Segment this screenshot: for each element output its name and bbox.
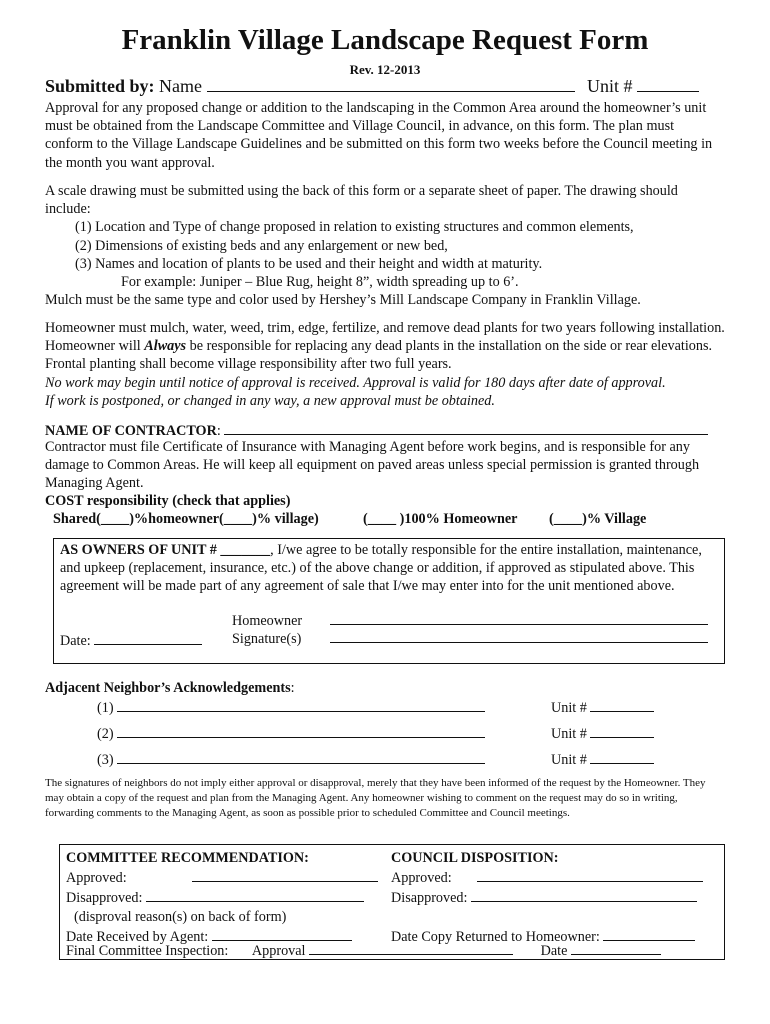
neighbor-unit [551, 697, 654, 717]
committee-approved-label: Approved: [66, 870, 127, 887]
neighbor-signature-field[interactable] [117, 697, 485, 712]
cost-homeowner-option[interactable]: (____ )100% Homeowner [363, 511, 518, 527]
council-disapproved-row [391, 887, 716, 907]
date-returned-row [391, 926, 716, 946]
intro-paragraph: Approval for any proposed change or addition to the landscaping in the Common Area around the homeowner’s unit must be obtained from the Landscape Committee and Village Council, in advance, on this form. The plan must conform to the Village Landscape Guidelines and be submitted on this form two weeks before the Council meeting in the month you want approval. [45, 100, 713, 171]
form-title: Franklin Village Landscape Request Form [121, 24, 649, 56]
neighbor-number: (1) [97, 700, 114, 716]
cost-village-option[interactable]: (____)% Village [549, 511, 647, 527]
neighbor-row [97, 723, 485, 743]
cost-shared-option[interactable]: Shared(____)%homeowner(____)% village) [53, 511, 319, 527]
unit-field[interactable] [637, 77, 699, 92]
disapproval-reason-note: (disproval reason(s) on back of form) [74, 908, 287, 925]
owners-agreement-text [60, 541, 720, 596]
signature-line-2[interactable] [330, 642, 708, 643]
neighbor-unit-field[interactable] [590, 723, 654, 738]
neighbors-colon: : [290, 680, 295, 696]
committee-heading: COMMITTEE RECOMMENDATION: [66, 850, 309, 866]
neighbors-heading-text: Adjacent Neighbor’s Acknowledgements [45, 680, 291, 696]
council-section [391, 849, 716, 946]
council-heading: COUNCIL DISPOSITION: [391, 850, 559, 866]
neighbor-number: (2) [97, 726, 114, 742]
drawing-lead: A scale drawing must be submitted using the back of this form or a separate sheet of paper. The drawing should include: [45, 183, 678, 218]
neighbors-heading [45, 679, 295, 697]
neighbor-row [97, 749, 485, 769]
contractor-text: Contractor must file Certificate of Insurance with Managing Agent before work begins, and is responsible for any damage to Common Areas. He will keep all equipment on paved areas unless special permission is granted through Managing Agent. [45, 439, 700, 492]
final-date-label: Date [540, 943, 568, 959]
owner-date-row [60, 630, 202, 650]
neighbor-number: (3) [97, 752, 114, 768]
neighbor-signature-field[interactable] [117, 723, 485, 738]
date-received-field[interactable] [212, 926, 352, 941]
signature-label: Signature(s) [232, 631, 302, 647]
mulch-note: Mulch must be the same type and color used by Hershey’s Mill Landscape Company in Franklin Village. [45, 292, 641, 309]
final-approval-label: Approval [251, 943, 306, 959]
contractor-colon: : [216, 423, 221, 439]
council-approved-label: Approved: [391, 870, 452, 887]
owners-unit-label: AS OWNERS OF UNIT # _______ [60, 542, 271, 558]
drawing-item: (3) Names and location of plants to be used and their height and width at maturity. [75, 255, 543, 272]
neighbor-unit-field[interactable] [590, 749, 654, 764]
approval-validity-note: No work may begin until notice of approval is received. Approval is valid for 180 days after date of approval. [45, 374, 666, 391]
drawing-item: (1) Location and Type of change proposed in relation to existing structures and common elements, [75, 219, 634, 236]
committee-approved-field[interactable] [192, 867, 378, 882]
neighbor-unit-label: Unit # [551, 752, 587, 768]
neighbor-row [97, 697, 485, 717]
maintenance-paragraph [45, 319, 725, 410]
date-returned-label: Date Copy Returned to Homeowner: [391, 928, 600, 945]
submitted-by-label: Submitted by: [45, 76, 155, 96]
unit-label: Unit # [587, 76, 633, 96]
signature-line-1[interactable] [330, 624, 708, 625]
council-approved-row [391, 867, 716, 887]
committee-section [66, 849, 386, 946]
date-received-label: Date Received by Agent: [66, 928, 209, 945]
always-emphasis: Always [144, 338, 187, 355]
drawing-item: (2) Dimensions of existing beds and any enlargement or new bed, [75, 237, 448, 254]
name-field[interactable] [207, 77, 575, 92]
neighbors-note: The signatures of neighbors do not imply either approval or disapproval, merely that they have been informed of the request by the Homeowner. They may obtain a copy of the request and plan from the Managing Agent. Any homeowner wishing to comment on the request may do so in writing, forwarding comments to the Managing Agent, as soon as possible prior to scheduled Committee and Council meetings. [45, 777, 706, 819]
maintenance-text-2: be responsible for replacing any dead plants in the installation on the side or rear elevations. Frontal planting shall become village responsibility after two full years. [45, 338, 713, 373]
neighbor-unit-label: Unit # [551, 700, 587, 716]
owner-date-label: Date: [60, 633, 91, 649]
neighbor-unit-field[interactable] [590, 697, 654, 712]
council-approved-field[interactable] [477, 867, 703, 882]
name-label: Name [159, 76, 203, 96]
neighbor-unit [551, 749, 654, 769]
homeowner-label: Homeowner [232, 613, 303, 629]
neighbor-unit-label: Unit # [551, 726, 587, 742]
drawing-paragraph [45, 182, 725, 309]
final-inspection-label: Final Committee Inspection: [66, 943, 229, 959]
council-disapproved-label: Disapproved: [391, 890, 468, 907]
cost-heading: COST responsibility (check that applies) [45, 493, 291, 509]
owner-date-field[interactable] [94, 630, 202, 645]
revision-label: Rev. 12-2013 [349, 62, 421, 77]
neighbor-signature-field[interactable] [117, 749, 485, 764]
council-disapproved-field[interactable] [471, 887, 697, 902]
postpone-note: If work is postponed, or changed in any way, a new approval must be obtained. [45, 392, 495, 409]
committee-disapproved-row [66, 887, 386, 907]
committee-disapproved-field[interactable] [146, 887, 364, 902]
owners-text: , I/we agree to be totally responsible for the entire installation, maintenance, and upkeep (replacement, insurance, etc.) of the above change or addition, if approved as stipulated above. This agreement will be made part of any agreement of sale that I/we may enter into for the unit mentioned above. [60, 542, 702, 595]
committee-approved-row [66, 867, 386, 887]
contractor-label: NAME OF CONTRACTOR [45, 423, 217, 439]
committee-disapproved-label: Disapproved: [66, 890, 143, 907]
neighbor-unit [551, 723, 654, 743]
maintenance-text: Homeowner must mulch, water, weed, trim, edge, fertilize, and remove dead plants for two years following installation. Homeowner will [45, 320, 725, 355]
drawing-example: For example: Juniper – Blue Rug, height 8”, width spreading up to 6’. [121, 274, 519, 291]
submitted-by-row [45, 76, 699, 97]
date-returned-field[interactable] [603, 926, 695, 941]
contractor-field[interactable] [224, 420, 708, 435]
